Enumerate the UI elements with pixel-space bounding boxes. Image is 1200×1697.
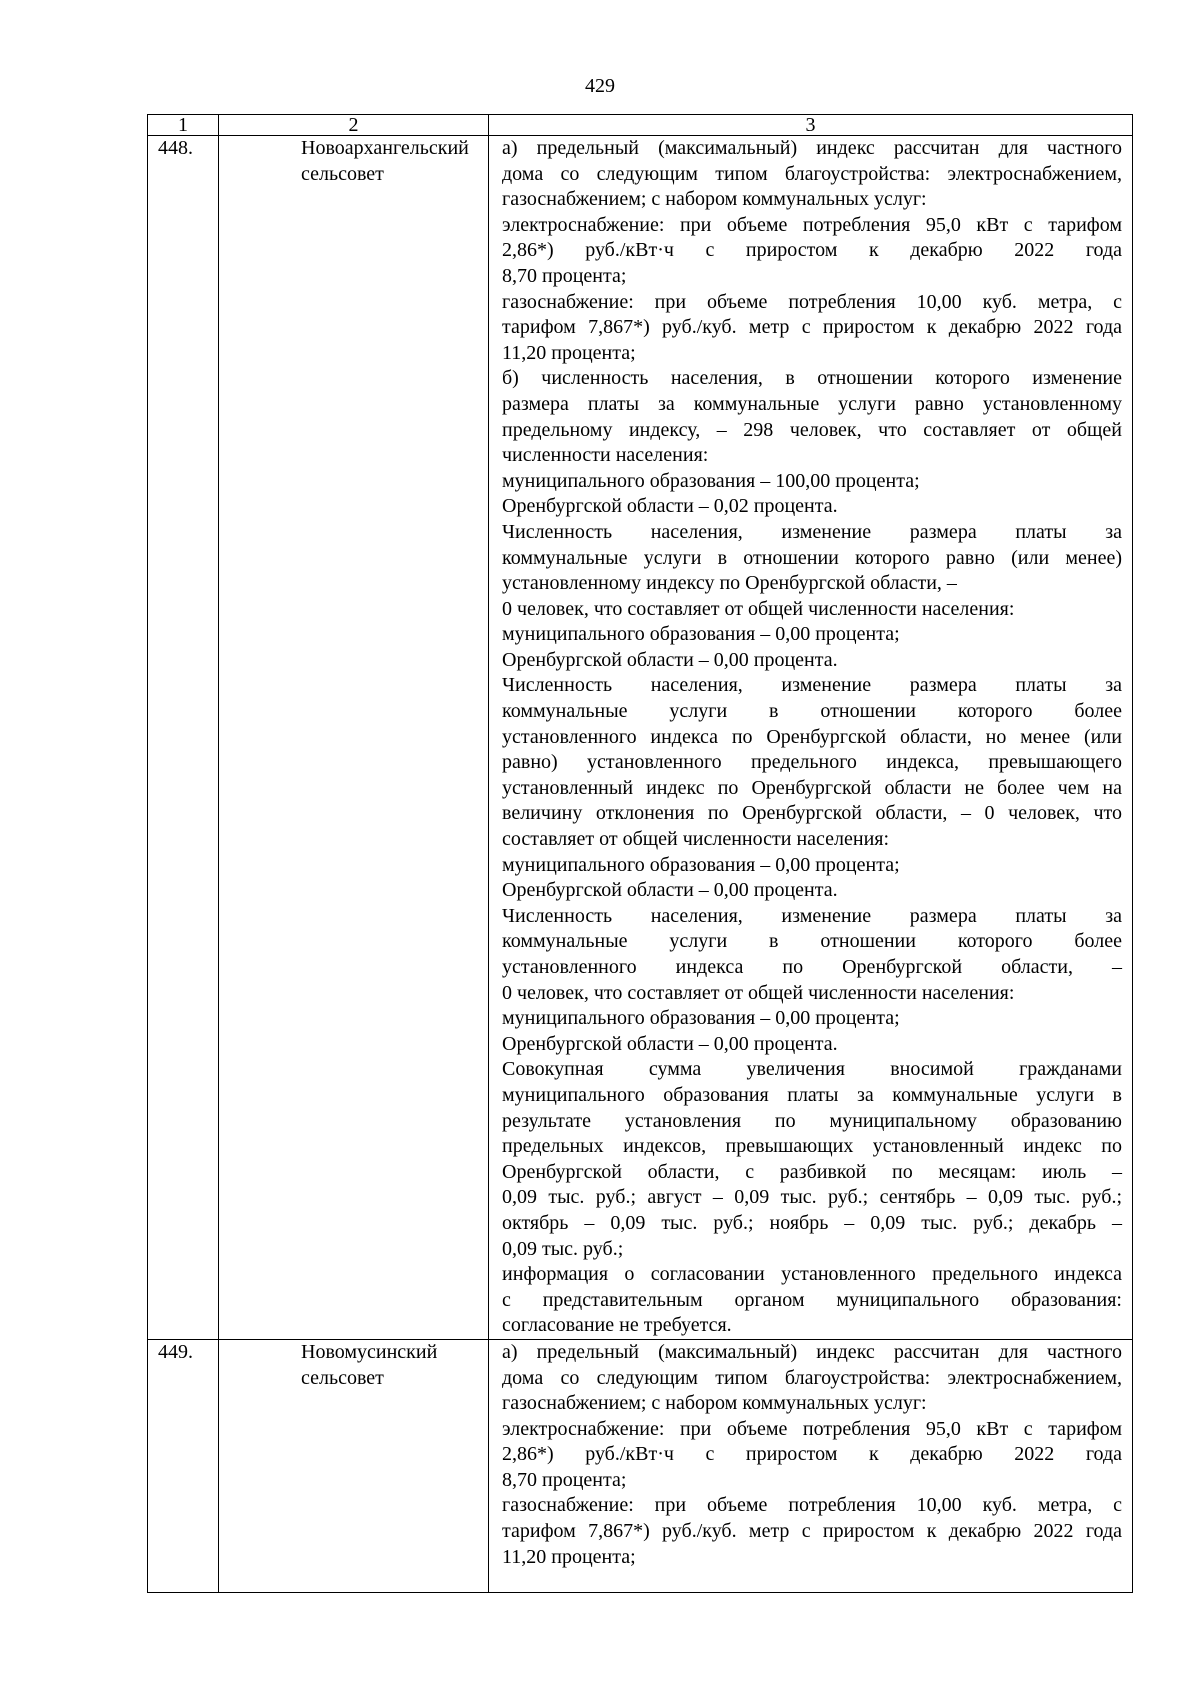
text-line: информация о согласовании установленного предельного индекса	[502, 1263, 1122, 1286]
header-col-1: 1	[148, 115, 219, 136]
text-line: Оренбургской области – 0,02 процента.	[502, 495, 838, 518]
description-cell	[489, 1339, 1133, 1592]
text-line: 11,20 процента;	[502, 1545, 636, 1568]
settlement-name-line: Новомусинский	[301, 1340, 438, 1363]
text-line: численности населения:	[502, 444, 709, 467]
settlement-name-line: сельсовет	[301, 162, 384, 185]
data-table	[147, 114, 1133, 1593]
text-line: Оренбургской области – 0,00 процента.	[502, 648, 838, 671]
text-line: 0 человек, что составляет от общей численности населения:	[502, 981, 1015, 1004]
text-line: составляет от общей численности населения:	[502, 828, 890, 851]
text-line: 8,70 процента;	[502, 1468, 627, 1491]
text-line: коммунальные услуги в отношении которого более	[502, 700, 1122, 723]
text-line: газоснабжение: при объеме потребления 10,00 куб. метра, с	[502, 290, 1122, 313]
text-line: дома со следующим типом благоустройства: электроснабжением,	[502, 162, 1122, 185]
text-line: размера платы за коммунальные услуги равно установленному	[502, 392, 1122, 415]
text-line: 0 человек, что составляет от общей численности населения:	[502, 597, 1015, 620]
text-line: тарифом 7,867*) руб./куб. метр с приростом к декабрю 2022 года	[502, 1520, 1122, 1543]
text-line: 11,20 процента;	[502, 341, 636, 364]
settlement-name-line: сельсовет	[301, 1366, 384, 1389]
text-line: а) предельный (максимальный) индекс рассчитан для частного	[502, 137, 1122, 159]
text-line: Численность населения, изменение размера платы за	[502, 904, 1122, 927]
text-line: газоснабжением; с набором коммунальных услуг:	[502, 1392, 927, 1415]
text-line: октябрь – 0,09 тыс. руб.; ноябрь – 0,09 тыс. руб.; декабрь –	[502, 1211, 1122, 1234]
settlement-name-line: Новоархангельский	[301, 137, 469, 159]
text-line: коммунальные услуги в отношении которого равно (или менее)	[502, 546, 1122, 569]
settlement-name	[219, 1339, 489, 1592]
text-line: б) численность населения, в отношении которого изменение	[502, 367, 1122, 390]
text-line: установленному индексу по Оренбургской области, –	[502, 572, 957, 595]
text-line: муниципального образования – 0,00 процента;	[502, 623, 900, 646]
text-line: муниципального образования – 0,00 процента;	[502, 1007, 900, 1030]
text-line: 0,09 тыс. руб.; август – 0,09 тыс. руб.; сентябрь – 0,09 тыс. руб.;	[502, 1186, 1122, 1209]
header-col-3: 3	[489, 115, 1133, 136]
text-line: установленного индекса по Оренбургской области, но менее (или	[502, 725, 1122, 748]
text-line: предельному индексу, – 298 человек, что составляет от общей	[502, 418, 1122, 441]
text-line: 8,70 процента;	[502, 264, 627, 287]
text-line: коммунальные услуги в отношении которого более	[502, 930, 1122, 953]
text-line: величину отклонения по Оренбургской области, – 0 человек, что	[502, 802, 1122, 825]
text-line: согласование не требуется.	[502, 1314, 732, 1337]
text-line: газоснабжение: при объеме потребления 10,00 куб. метра, с	[502, 1494, 1122, 1517]
text-line: тарифом 7,867*) руб./куб. метр с приростом к декабрю 2022 года	[502, 316, 1122, 339]
text-line: муниципального образования платы за коммунальные услуги в	[502, 1083, 1122, 1106]
text-line: электроснабжение: при объеме потребления 95,0 кВт с тарифом	[502, 1417, 1122, 1440]
text-line: Оренбургской области – 0,00 процента.	[502, 1032, 838, 1055]
text-line: предельных индексов, превышающих установленный индекс по	[502, 1135, 1122, 1158]
text-line: электроснабжение: при объеме потребления 95,0 кВт с тарифом	[502, 213, 1122, 236]
table-row	[148, 136, 1133, 1340]
table-row	[148, 1339, 1133, 1592]
text-line: Оренбургской области, с разбивкой по месяцам: июль –	[502, 1160, 1122, 1183]
page-number: 429	[585, 75, 615, 97]
text-line: муниципального образования – 0,00 процента;	[502, 853, 900, 876]
table-header-row	[148, 115, 1133, 136]
text-line: газоснабжением; с набором коммунальных услуг:	[502, 188, 927, 211]
text-line: установленного индекса по Оренбургской области, –	[502, 956, 1122, 978]
text-line: с представительным органом муниципального образования:	[502, 1288, 1122, 1311]
text-line: результате установления по муниципальному образованию	[502, 1109, 1122, 1132]
header-col-2: 2	[219, 115, 489, 136]
text-line: 2,86*) руб./кВт·ч с приростом к декабрю 2022 года	[502, 1443, 1122, 1466]
text-line: равно) установленного предельного индекса, превышающего	[502, 751, 1122, 774]
row-number: 448.	[148, 136, 219, 1340]
text-line: Численность населения, изменение размера платы за	[502, 674, 1122, 697]
text-line: Оренбургской области – 0,00 процента.	[502, 879, 838, 902]
text-line: установленный индекс по Оренбургской области не более чем на	[502, 776, 1122, 799]
text-line: Совокупная сумма увеличения вносимой гражданами	[502, 1058, 1122, 1081]
text-line: 2,86*) руб./кВт·ч с приростом к декабрю 2022 года	[502, 239, 1122, 262]
text-line: а) предельный (максимальный) индекс рассчитан для частного	[502, 1340, 1122, 1363]
description-cell	[489, 136, 1133, 1340]
text-line: муниципального образования – 100,00 процента;	[502, 469, 920, 492]
settlement-name	[219, 136, 489, 1340]
text-line: 0,09 тыс. руб.;	[502, 1237, 624, 1260]
row-number: 449.	[148, 1339, 219, 1592]
text-line: дома со следующим типом благоустройства: электроснабжением,	[502, 1366, 1122, 1389]
text-line: Численность населения, изменение размера платы за	[502, 520, 1122, 543]
